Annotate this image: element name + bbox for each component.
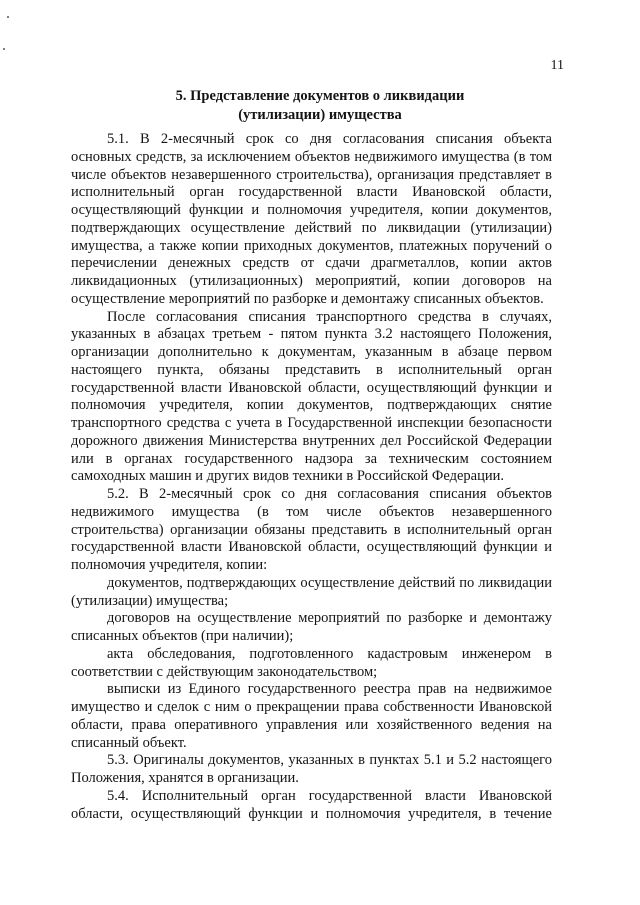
paragraph-5-4: 5.4. Исполнительный орган государственной власти Ивановской области, осуществляющий функции и полномочия учредителя, в течение	[71, 787, 552, 822]
page-number: 11	[550, 58, 564, 73]
document-body	[71, 131, 552, 823]
scan-speck	[3, 48, 5, 50]
section-heading	[70, 87, 570, 125]
list-item-documents: документов, подтверждающих осуществление действий по ликвидации (утилизации) имущества;	[71, 574, 552, 609]
list-item-registry-extract: выписки из Единого государственного реестра прав на недвижимое имущество и сделок с ним о прекращении права собственности Ивановской области, права оперативного управления или хозяйственного ведения на списанный объект.	[71, 681, 552, 751]
scan-speck	[7, 16, 9, 18]
list-item-contracts: договоров на осуществление мероприятий по разборке и демонтажу списанных объектов (при наличии);	[71, 610, 552, 644]
paragraph-5-3: 5.3. Оригиналы документов, указанных в пунктах 5.1 и 5.2 настоящего Положения, хранятся в организации.	[71, 752, 552, 786]
paragraph-5-2: 5.2. В 2-месячный срок со дня согласования списания объектов недвижимого имущества (в том числе объектов незавершенного строительства) организации обязаны представить в исполнительный орган государственной власти Ивановской области, осуществляющий функции и полномочия учредителя, копии:	[71, 486, 552, 573]
paragraph-transport: После согласования списания транспортного средства в случаях, указанных в абзацах третьем - пятом пункта 3.2 настоящего Положения, организации дополнительно к документам, указанным в абзаце первом настоящего пункта, обязаны представить в исполнительный орган государственной власти Ивановской области, осуществляющий функции и полномочия учредителя, копии документов, подтверждающих снятие транспортного средства с учета в Государственной инспекции безопасности дорожного движения Министерства внутренних дел Российской Федерации или в органах государственного надзора за техническим состоянием самоходных машин и других видов техники в Российской Федерации.	[71, 308, 552, 485]
section-heading-line-2: (утилизации) имущества	[238, 107, 402, 123]
section-heading-line-1: 5. Представление документов о ликвидации	[175, 88, 465, 104]
paragraph-5-1: 5.1. В 2-месячный срок со дня согласования списания объекта основных средств, за исключением объектов недвижимого имущества (в том числе объектов незавершенного строительства), организация представляет в исполнительный орган государственной власти Ивановской области, осуществляющий функции и полномочия учредителя, копии документов, подтверждающих осуществление действий по ликвидации (утилизации) имущества, а также копии приходных документов, платежных поручений о перечислении денежных средств от сдачи драгметаллов, копии актов ликвидационных (утилизационных) мероприятий, копии договоров на осуществление мероприятий по разборке и демонтажу списанных объектов.	[71, 131, 552, 307]
list-item-survey-act: акта обследования, подготовленного кадастровым инженером в соответствии с действующим законодательством;	[71, 645, 552, 680]
